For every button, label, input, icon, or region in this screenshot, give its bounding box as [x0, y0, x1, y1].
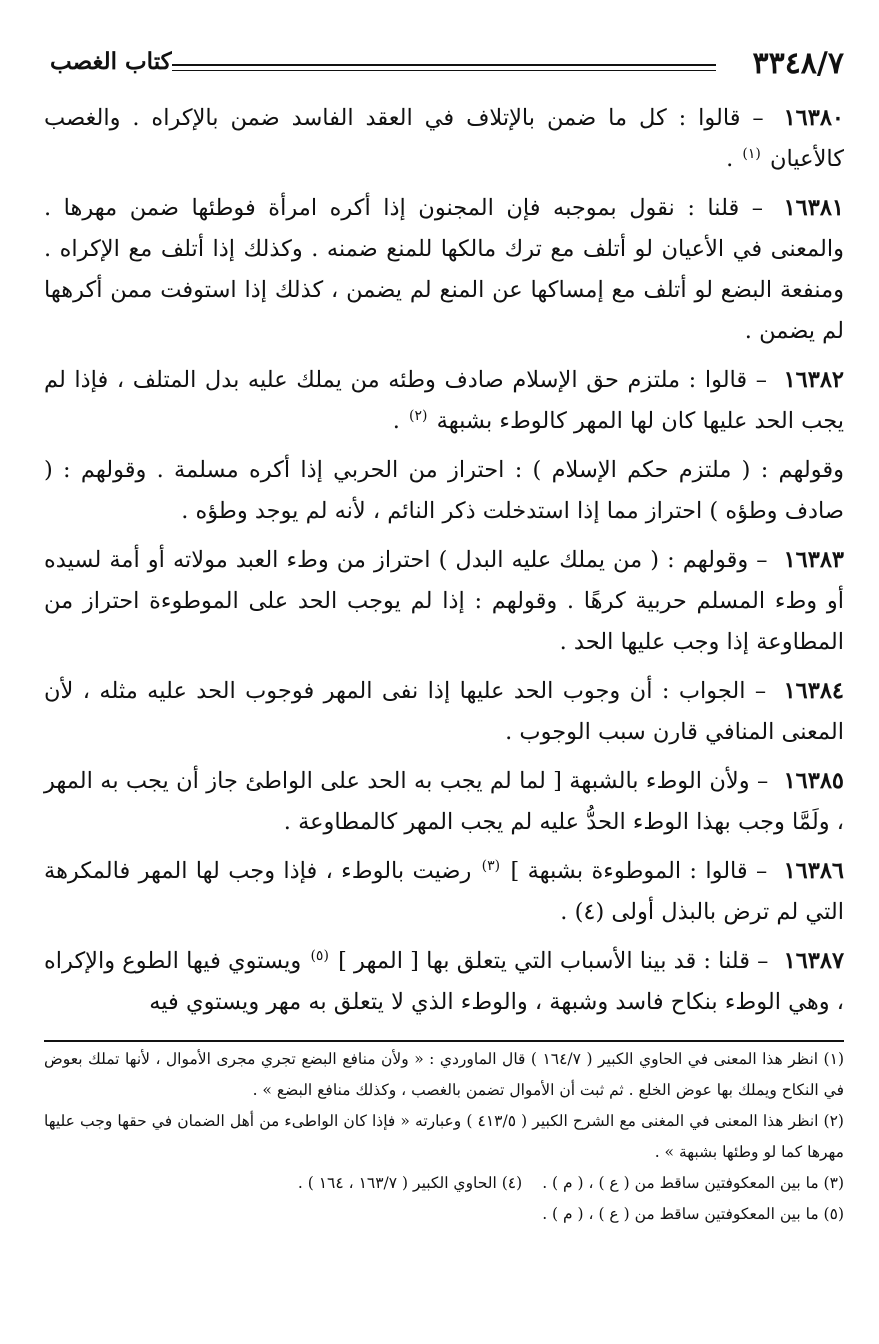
paragraph-16381	[44, 188, 844, 352]
main-text	[44, 98, 844, 1031]
paragraph-16385	[44, 761, 844, 843]
footnote-ref: (١)	[742, 145, 761, 162]
footnote-4: (٤) الحاوي الكبير ( ١٦٣/٧ ، ١٦٤ ) .	[297, 1174, 523, 1192]
paragraph-16380	[44, 98, 844, 180]
paragraph-text: – قالوا : ملتزم حق الإسلام صادف وطئه من يملك عليه بدل المتلف ، فإذا لم يجب الحد عليها كان لها المهر كالوطء بشبهة	[44, 367, 844, 434]
footnote-separator	[44, 1040, 844, 1042]
paragraph-number: ١٦٣٨٧	[783, 948, 845, 974]
paragraph-qawluhum	[44, 450, 844, 532]
paragraph-text: – قلنا : نقول بموجبه فإن المجنون إذا أكره امرأة فوطئها ضمن مهرها . والمعنى في الأعيان لو أتلف مع ترك مالكها للمنع ضمنه . وكذلك إذا أتلف مع الإكراه . ومنفعة البضع لو أتلف مع إمساكها عن المنع لم يضمن ، كذلك إذا استوفت ممن أكرهها لم يضمن .	[44, 195, 844, 344]
footnotes	[44, 1044, 844, 1230]
footnote-1: (١) انظر هذا المعنى في الحاوي الكبير ( ١٦٤/٧ ) قال الماوردي : « ولأن منافع البضع تجري مجرى الأموال ، لأنها تملك بعوض في النكاح ويملك بها عوض الخلع . ثم ثبت أن الأموال تضمن بالغصب ، وكذلك منافع البضع » .	[44, 1050, 844, 1099]
paragraph-16386	[44, 851, 844, 933]
footnote-3: (٣) ما بين المعكوفتين ساقط من ( ع ) ، ( م ) .	[542, 1174, 844, 1192]
paragraph-16382	[44, 360, 844, 442]
footnote-5: (٥) ما بين المعكوفتين ساقط من ( ع ) ، ( م ) .	[542, 1205, 844, 1223]
paragraph-number: ١٦٣٨٦	[783, 858, 844, 884]
footnote-row	[44, 1168, 844, 1199]
footnote-ref: (٢)	[409, 407, 428, 424]
header-rule	[172, 64, 716, 71]
page-number: ٣٣٤٨/٧	[752, 46, 844, 81]
paragraph-number: ١٦٣٨٣	[783, 547, 844, 573]
paragraph-text: – قالوا : كل ما ضمن بالإتلاف في العقد الفاسد ضمن بالإكراه . والغصب كالأعيان	[44, 105, 844, 172]
footnote-ref: (٣)	[481, 857, 501, 874]
paragraph-number: ١٦٣٨٥	[783, 768, 845, 794]
paragraph-text: – ولأن الوطء بالشبهة [ لما لم يجب به الحد على الواطئ جاز أن يجب به المهر ، ولَمَّا وجب بهذا الوطء الحدُّ عليه لم يجب المهر كالمطاوعة .	[44, 768, 844, 835]
paragraph-number: ١٦٣٨٠	[783, 105, 845, 131]
paragraph-text-end: رضيت بالوطء ، فإذا وجب لها المهر فالمكرهة التي لم ترض بالبذل أولى (٤) .	[44, 858, 844, 925]
paragraph-text-end: ويستوي فيها الطوع والإكراه ، وهي الوطء بنكاح فاسد وشبهة ، والوطء الذي لا يتعلق به مهر ويستوي فيه	[44, 948, 844, 1015]
paragraph-text: وقولهم : ( ملتزم حكم الإسلام ) : احتراز من الحربي إذا أكره مسلمة . وقولهم : ( صادف وطؤه ) احتراز مما إذا استدخلت ذكر النائم ، لأنه لم يوجد وطؤه .	[44, 457, 844, 524]
paragraph-16387	[44, 941, 844, 1023]
paragraph-number: ١٦٣٨٢	[783, 367, 844, 393]
paragraph-text-end: .	[726, 146, 734, 172]
paragraph-text-end: .	[392, 408, 400, 434]
paragraph-text: – قالوا : الموطوءة بشبهة ]	[510, 858, 768, 884]
paragraph-text: – قلنا : قد بينا الأسباب التي يتعلق بها [ المهر ]	[338, 948, 769, 974]
paragraph-number: ١٦٣٨٤	[783, 678, 844, 704]
footnote-2: (٢) انظر هذا المعنى في المغنى مع الشرح الكبير ( ٤١٣/٥ ) وعبارته « فإذا كان الواطىء من أهل الضمان في حقها وجب عليها مهرها كما لو وطئها بشبهة » .	[44, 1112, 844, 1161]
book-page	[44, 40, 844, 1320]
paragraph-number: ١٦٣٨١	[783, 195, 844, 221]
paragraph-text: – وقولهم : ( من يملك عليه البدل ) احتراز من وطء العبد مولاته أو أمة لسيده أو وطء المسلم حربية كرهًا . وقولهم : إذا لم يوجب الحد على الموطوءة احتراز من المطاوعة إذا وجب عليها الحد .	[44, 547, 844, 655]
paragraph-text: – الجواب : أن وجوب الحد عليها إذا نفى المهر فوجوب الحد عليه مثله ، لأن المعنى المنافي قارن سبب الوجوب .	[44, 678, 844, 745]
page-header	[44, 40, 844, 86]
paragraph-16384	[44, 671, 844, 753]
book-title: كتاب الغصب	[50, 48, 172, 75]
footnote-ref: (٥)	[310, 947, 329, 964]
paragraph-16383	[44, 540, 844, 663]
